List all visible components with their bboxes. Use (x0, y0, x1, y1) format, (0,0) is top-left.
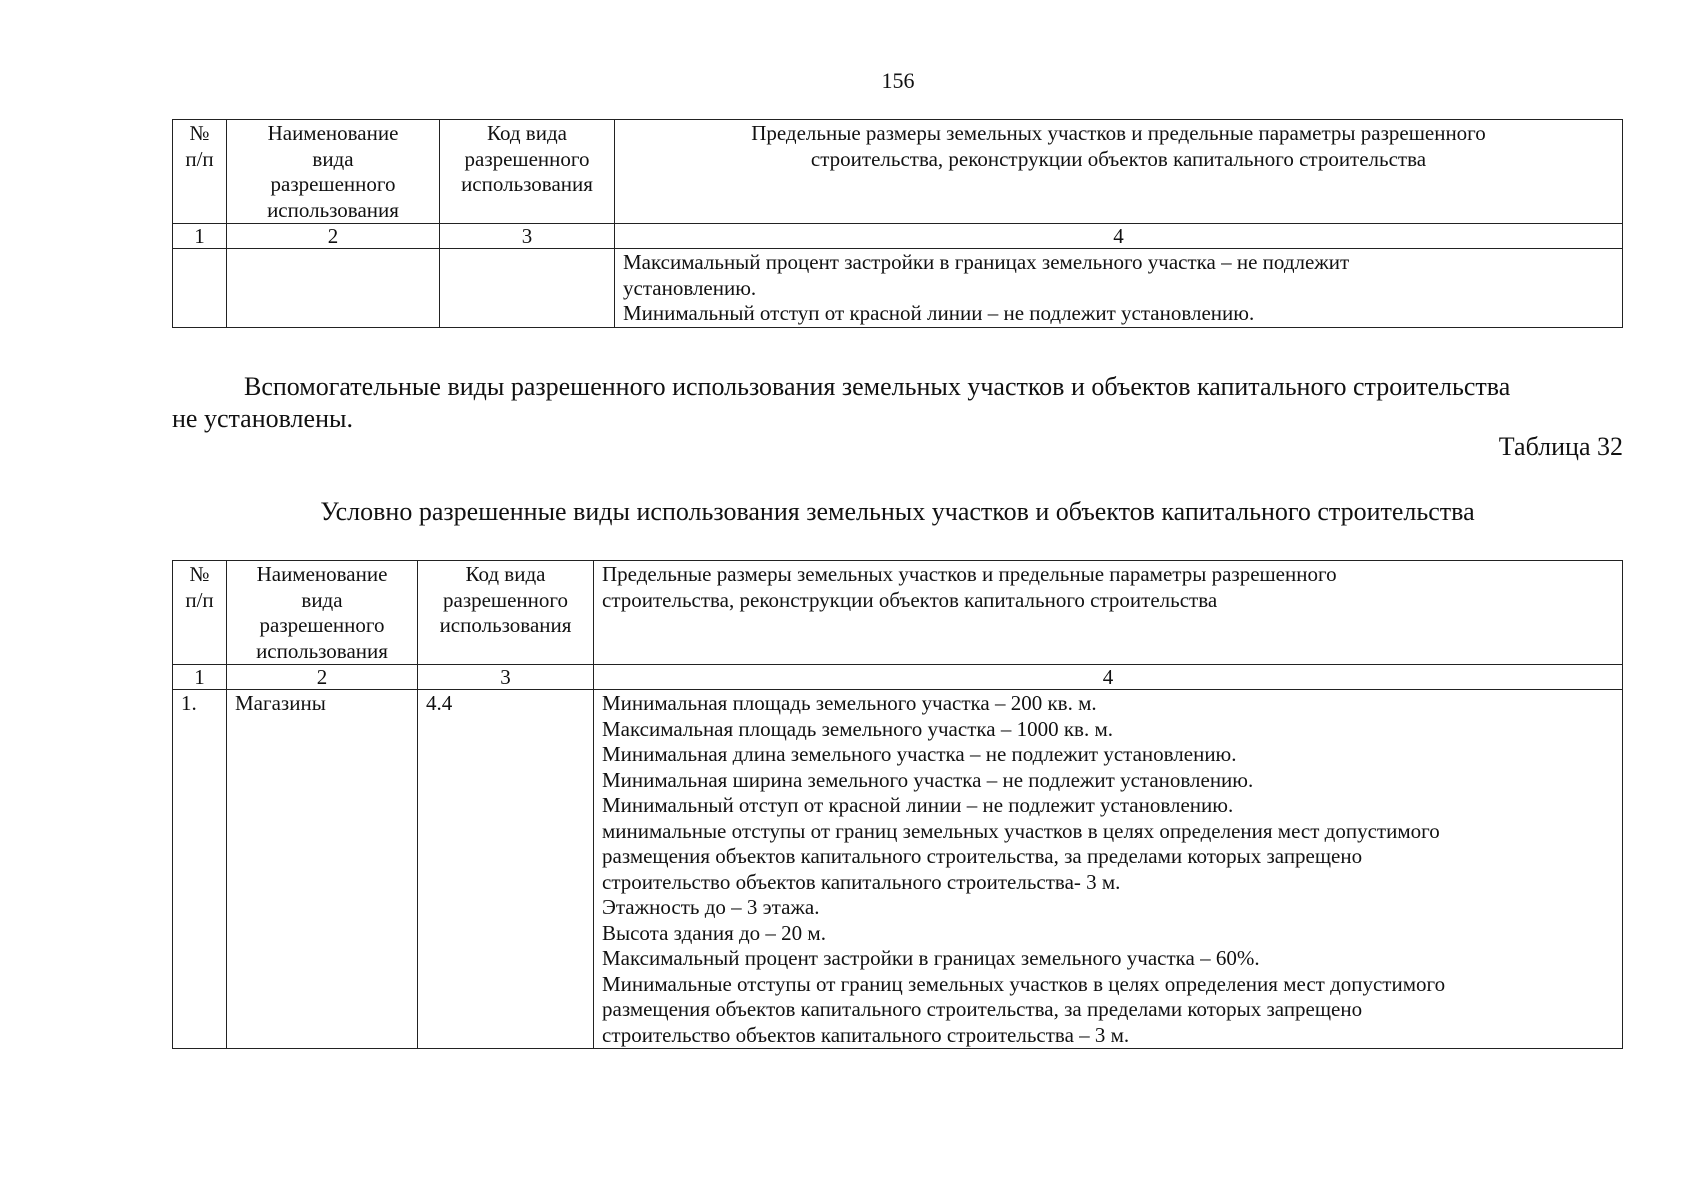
param-line: Этажность до – 3 этажа. (602, 895, 820, 919)
table-row (173, 690, 1623, 1049)
cell-params (594, 690, 1623, 1049)
header-code: Код вида разрешенного использования (418, 561, 594, 665)
param-line: Минимальный отступ от красной линии – не подлежит установлению. (623, 301, 1255, 325)
param-line: Минимальный отступ от красной линии – не подлежит установлению. (602, 793, 1234, 817)
cell-num (173, 249, 227, 328)
header-params: Предельные размеры земельных участков и предельные параметры разрешенного строительства, реконструкции объектов капитального строительства (594, 561, 1623, 665)
cell-name: Магазины (227, 690, 418, 1049)
paragraph-line: не установлены. (172, 404, 353, 433)
column-number: 3 (440, 224, 615, 249)
header-name: Наименование вида разрешенного использования (227, 120, 440, 224)
param-line: Максимальная площадь земельного участка – 1000 кв. м. (602, 716, 1113, 741)
cell-params (615, 249, 1623, 328)
column-number-row (173, 224, 1623, 249)
param-line: Минимальная длина земельного участка – не подлежит установлению. (602, 742, 1237, 766)
param-line: размещения объектов капитального строительства, за пределами которых запрещено (602, 997, 1363, 1021)
column-number-row (173, 665, 1623, 690)
cell-code (440, 249, 615, 328)
param-line: Минимальная площадь земельного участка – 200 кв. м. (602, 691, 1097, 715)
param-line: строительство объектов капитального строительства- 3 м. (602, 869, 1121, 894)
column-number: 1 (173, 665, 227, 690)
paragraph-line: Вспомогательные виды разрешенного использования земельных участков и объектов капитального строительства (244, 372, 1511, 401)
column-number: 2 (227, 224, 440, 249)
param-line: Максимальный процент застройки в границах земельного участка – не подлежит (623, 250, 1350, 274)
table-title: Условно разрешенные виды использования земельных участков и объектов капитального строительства (320, 497, 1475, 526)
auxiliary-uses-paragraph (172, 371, 1623, 435)
column-number: 2 (227, 665, 418, 690)
param-line: минимальные отступы от границ земельных участков в целях определения мест допустимого (602, 818, 1440, 843)
param-line: строительство объектов капитального строительства – 3 м. (602, 1022, 1130, 1047)
param-line: установлению. (623, 275, 757, 300)
param-line: Максимальный процент застройки в границах земельного участка – 60%. (602, 946, 1260, 970)
column-number: 3 (418, 665, 594, 690)
table-32 (172, 560, 1623, 1049)
table-row (173, 249, 1623, 328)
cell-code: 4.4 (418, 690, 594, 1049)
param-line: Высота здания до – 20 м. (602, 920, 826, 945)
header-num: № п/п (173, 561, 227, 665)
param-line: Минимальные отступы от границ земельных участков в целях определения мест допустимого (602, 971, 1446, 996)
param-line: Минимальная ширина земельного участка – не подлежит установлению. (602, 767, 1254, 792)
page-number: 156 (881, 68, 915, 93)
column-number: 1 (173, 224, 227, 249)
param-line: размещения объектов капитального строительства, за пределами которых запрещено (602, 844, 1363, 868)
table-header-row (173, 561, 1623, 665)
header-params: Предельные размеры земельных участков и предельные параметры разрешенного строительства, реконструкции объектов капитального строительства (615, 120, 1623, 224)
table-header-row (173, 120, 1623, 224)
header-name: Наименование вида разрешенного использования (227, 561, 418, 665)
column-number: 4 (594, 665, 1623, 690)
cell-num: 1. (173, 690, 227, 1049)
header-code: Код вида разрешенного использования (440, 120, 615, 224)
table-continued (172, 119, 1623, 328)
column-number: 4 (615, 224, 1623, 249)
header-num: № п/п (173, 120, 227, 224)
cell-name (227, 249, 440, 328)
table-label: Таблица 32 (1498, 432, 1623, 461)
